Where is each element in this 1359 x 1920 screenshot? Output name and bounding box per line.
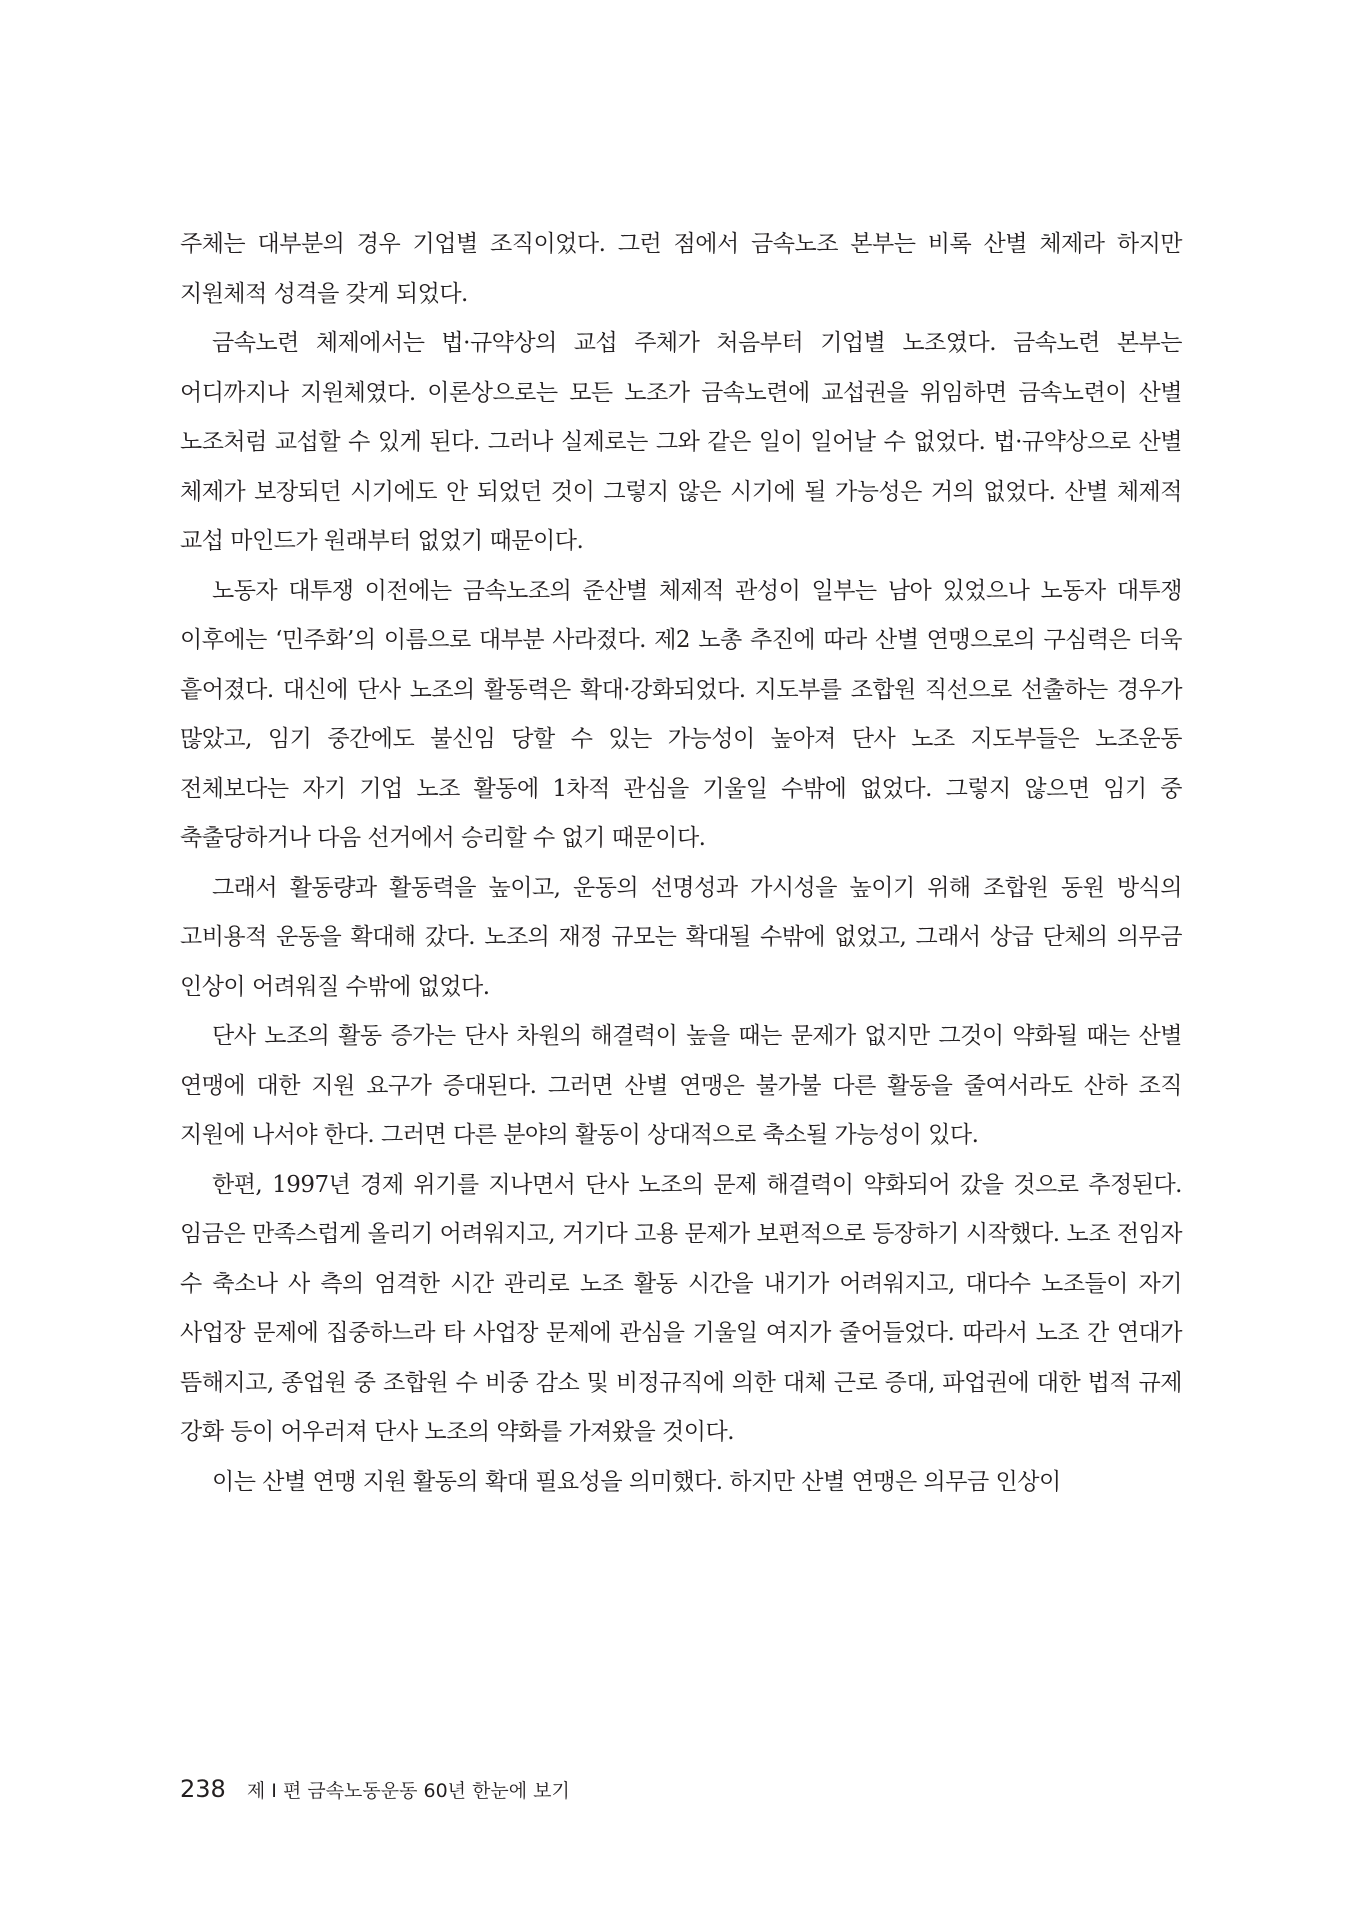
paragraph: 단사 노조의 활동 증가는 단사 차원의 해결력이 높을 때는 문제가 없지만 그것이 약화될 때는 산별 연맹에 대한 지원 요구가 증대된다. 그러면 산별 연맹은 불가불 다른 활동을 줄여서라도 산하 조직 지원에 나서야 한다. 그러면 다른 분야의 활동이 상대적으로 축소될 가능성이 있다. [180, 1023, 1182, 1148]
page-number: 238 [180, 1775, 226, 1803]
paragraph: 한편, 1997년 경제 위기를 지나면서 단사 노조의 문제 해결력이 약화되어 갔을 것으로 추정된다. 임금은 만족스럽게 올리기 어려워지고, 거기다 고용 문제가 보편적으로 등장하기 시작했다. 노조 전임자 수 축소나 사 측의 엄격한 시간 관리로 노조 활동 시간을 내기가 어려워지고, 대다수 노조들이 자기 사업장 문제에 집중하느라 타 사업장 문제에 관심을 기울일 여지가 줄어들었다. 따라서 노조 간 연대가 뜸해지고, 종업원 중 조합원 수 비중 감소 및 비정규직에 의한 대체 근로 증대, 파업권에 대한 법적 규제 강화 등이 어우러져 단사 노조의 약화를 가져왔을 것이다. [180, 1171, 1182, 1445]
running-title: 제 I 편 금속노동운동 60년 한눈에 보기 [246, 1780, 570, 1802]
paragraph-continuation: 주체는 대부분의 경우 기업별 조직이었다. 그런 점에서 금속노조 본부는 비록 산별 체제라 하지만 지원체적 성격을 갖게 되었다. [180, 231, 1182, 307]
paragraph: 금속노련 체제에서는 법·규약상의 교섭 주체가 처음부터 기업별 노조였다. 금속노련 본부는 어디까지나 지원체였다. 이론상으로는 모든 노조가 금속노련에 교섭권을 위임하면 금속노련이 산별 노조처럼 교섭할 수 있게 된다. 그러나 실제로는 그와 같은 일이 일어날 수 없었다. 법·규약상으로 산별 체제가 보장되던 시기에도 안 되었던 것이 그렇지 않은 시기에 될 가능성은 거의 없었다. 산별 체제적 교섭 마인드가 원래부터 없었기 때문이다. [180, 330, 1182, 554]
paragraph: 노동자 대투쟁 이전에는 금속노조의 준산별 체제적 관성이 일부는 남아 있었으나 노동자 대투쟁 이후에는 ‘민주화’의 이름으로 대부분 사라졌다. 제2 노총 추진에 따라 산별 연맹으로의 구심력은 더욱 흩어졌다. 대신에 단사 노조의 활동력은 확대·강화되었다. 지도부를 조합원 직선으로 선출하는 경우가 많았고, 임기 중간에도 불신임 당할 수 있는 가능성이 높아져 단사 노조 지도부들은 노조운동 전체보다는 자기 기업 노조 활동에 1차적 관심을 기울일 수밖에 없었다. 그렇지 않으면 임기 중 축출당하거나 다음 선거에서 승리할 수 없기 때문이다. [180, 577, 1182, 851]
paragraph: 그래서 활동량과 활동력을 높이고, 운동의 선명성과 가시성을 높이기 위해 조합원 동원 방식의 고비용적 운동을 확대해 갔다. 노조의 재정 규모는 확대될 수밖에 없었고, 그래서 상급 단체의 의무금 인상이 어려워질 수밖에 없었다. [180, 874, 1182, 1000]
body-text [180, 220, 1182, 1507]
page-footer [180, 1775, 570, 1803]
paragraph: 이는 산별 연맹 지원 활동의 확대 필요성을 의미했다. 하지만 산별 연맹은 의무금 인상이 [212, 1468, 1061, 1495]
